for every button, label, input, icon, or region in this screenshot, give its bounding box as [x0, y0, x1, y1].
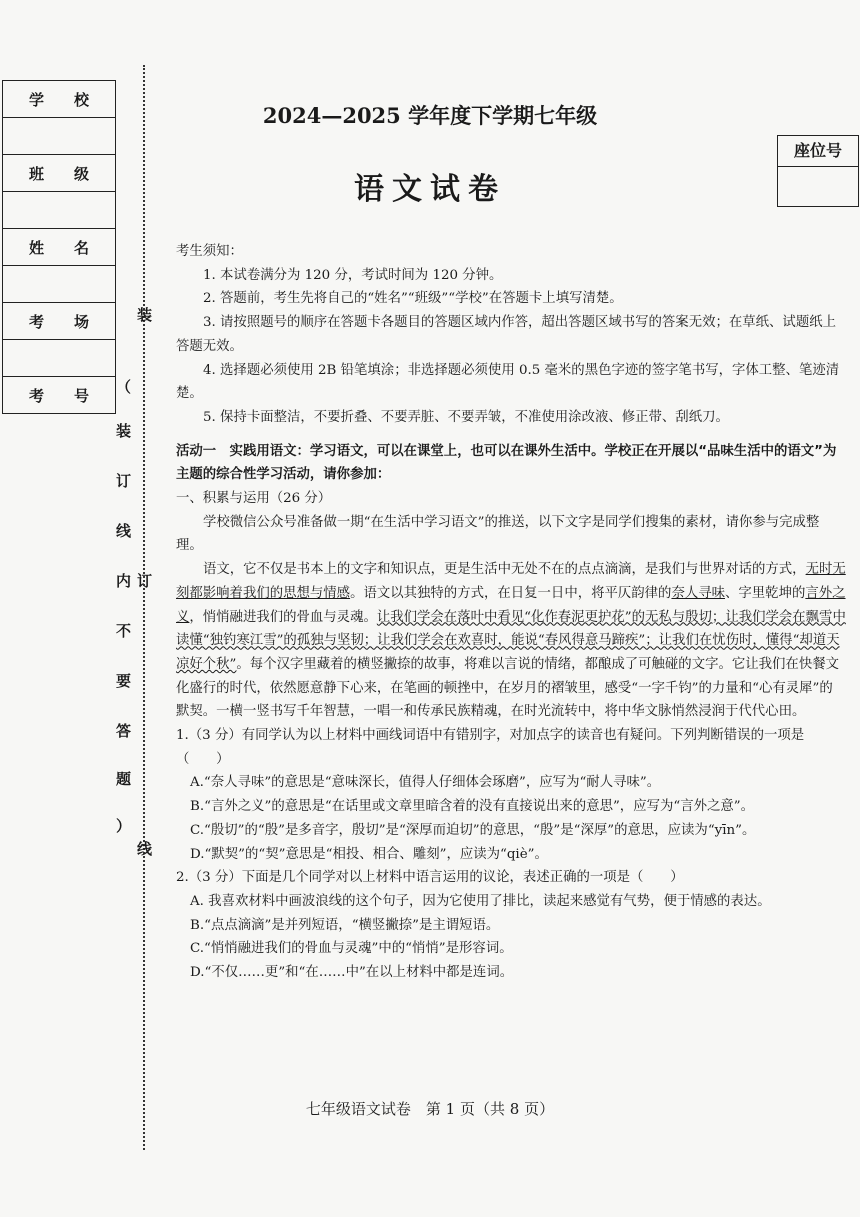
class-label: 班 级	[3, 155, 115, 192]
question-2-option-b: B.“点点滴滴”是并列短语，“横竖撇捺”是主谓短语。	[190, 917, 500, 933]
exam-content	[176, 240, 846, 985]
exam-title: 2024—2025 学年度下学期七年级	[262, 103, 598, 128]
reading-passage	[176, 558, 846, 724]
question-1-option-c: C.“殷切”的“殷”是多音字，殷切”是“深厚而迫切”的意思，“殷”是“深厚”的意思，应读为“yīn”。	[190, 822, 756, 838]
question-1-stem: 1.（3 分）有同学认为以上材料中画线词语中有错别字，对加点字的读音也有疑问。下列判断错误的一项是（ ）	[176, 728, 805, 767]
passage-part-3: 、字里乾坤的	[725, 585, 806, 601]
binding-ding: 订	[137, 572, 153, 590]
notice-item-2: 2. 答题前，考生先将自己的“姓名”“班级”“学校”在答题卡上填写清楚。	[203, 291, 623, 307]
binding-xian: 线	[137, 840, 153, 858]
name-blank	[3, 266, 115, 303]
binding-char-8: 题	[116, 770, 132, 788]
activity-lead: 学校微信公众号准备做一期“在生活中学习语文”的推送，以下文字是同学们搜集的素材，请你参与完成整理。	[176, 514, 820, 554]
question-2-option-a: A. 我喜欢材料中画波浪线的这个句子，因为它使用了排比，读起来感觉有气势，便于情感的表达。	[190, 893, 771, 909]
binding-char-5: 不	[116, 622, 132, 640]
binding-char-1: 装	[116, 422, 132, 440]
notice-item-1: 1. 本试卷满分为 120 分，考试时间为 120 分钟。	[203, 267, 503, 283]
passage-part-4: ，悄悄融进我们的骨血与灵魂。	[189, 609, 377, 625]
passage-part-5: 。每个汉字里藏着的横竖撇捺的故事，将难以言说的情绪，都酿成了可触碰的文字。它让我们在快餐文化盛行的时代，依然愿意静下心来，在笔画的顿挫中，在岁月的褶皱里，感受“一字千钧”的力量和“心有灵犀”的默契。一横一竖书写千年智慧，一唱一和传承民族精魂，在时光流转中，将中华文脉悄然浸润于代代心田。	[176, 656, 839, 720]
question-1-option-a: A.“奈人寻味”的意思是“意味深长，值得人仔细体会琢磨”，应写为“耐人寻味”。	[190, 775, 661, 791]
question-1-option-d: D.“默契”的“契”意思是“相投、相合、雕刻”，应读为“qiè”。	[190, 846, 548, 862]
binding-mark: 装	[137, 306, 153, 324]
binding-char-2: 订	[116, 472, 132, 490]
page-footer: 七年级语文试卷 第 1 页（共 8 页）	[305, 1100, 555, 1118]
wavy-underlined-sentence: 让我们学会在落叶中看见“化作春泥更护花”的无私与殷切；让我们学会在飘雪中读懂“独钓寒江雪”的孤独与坚韧；让我们学会在欢喜时，能说“春风得意马蹄疾”；让我们在忧伤时，懂得“却道天凉好个秋”	[176, 609, 846, 672]
section-heading: 一、积累与运用（26 分）	[176, 491, 332, 507]
binding-char-6: 要	[116, 672, 132, 690]
question-2-option-c: C.“悄悄融进我们的骨血与灵魂”中的“悄悄”是形容词。	[190, 941, 513, 957]
question-1-option-b: B.“言外之义”的意思是“在话里或文章里暗含着的没有直接说出来的意思”，应写为“言外之意”。	[190, 799, 755, 815]
exam-number-label: 考 号	[28, 386, 89, 405]
seat-number-label: 座位号	[778, 136, 858, 167]
binding-char-9: ）	[116, 817, 132, 835]
binding-char-0: （	[116, 378, 132, 396]
school-label: 学 校	[3, 81, 115, 118]
student-info-table	[2, 80, 116, 414]
exam-subtitle: 语文试卷	[354, 172, 506, 207]
name-label: 姓 名	[3, 229, 115, 266]
question-2-stem: 2.（3 分）下面是几个同学对以上材料中语言运用的议论，表述正确的一项是（ ）	[176, 870, 684, 886]
notice-item-4: 4. 选择题必须使用 2B 铅笔填涂；非选择题必须使用 0.5 毫米的黑色字迹的签字笔书写，字体工整、笔迹清楚。	[176, 362, 840, 402]
binding-char-4: 内	[116, 572, 132, 590]
question-2-option-d: D.“不仅……更”和“在……中”在以上材料中都是连词。	[190, 965, 514, 981]
notice-heading: 考生须知：	[176, 244, 243, 259]
underlined-phrase-1: 无时无刻都影响着我们的思想与情感	[176, 562, 846, 601]
exam-room-label: 考 场	[3, 303, 115, 340]
notice-item-3: 3. 请按照题号的顺序在答题卡各题目的答题区域内作答，超出答题区域书写的答案无效；在草纸、试题纸上答题无效。	[176, 315, 836, 354]
activity-intro: 活动一 实践用语文：学习语文，可以在课堂上，也可以在课外生活中。学校正在开展以“品味生活中的语文”为主题的综合性学习活动，请你参加：	[176, 443, 837, 483]
underlined-phrase-3: 言外之义	[176, 585, 846, 625]
notice-item-5: 5. 保持卡面整洁，不要折叠、不要弄脏、不要弄皱，不准使用涂改液、修正带、刮纸刀。	[203, 409, 729, 425]
passage-part-2: 。语文以其独特的方式，在日复一日中，将平仄韵律的	[350, 585, 672, 601]
binding-char-7: 答	[116, 722, 132, 740]
underlined-phrase-2: 奈人寻味	[671, 585, 726, 601]
binding-dotted-line	[143, 65, 145, 1150]
exam-room-blank	[3, 340, 115, 377]
binding-char-3: 线	[116, 522, 132, 540]
passage-part-1: 语文，它不仅是书本上的文字和知识点，更是生活中无处不在的点点滴滴，是我们与世界对话的方式，	[203, 562, 806, 578]
